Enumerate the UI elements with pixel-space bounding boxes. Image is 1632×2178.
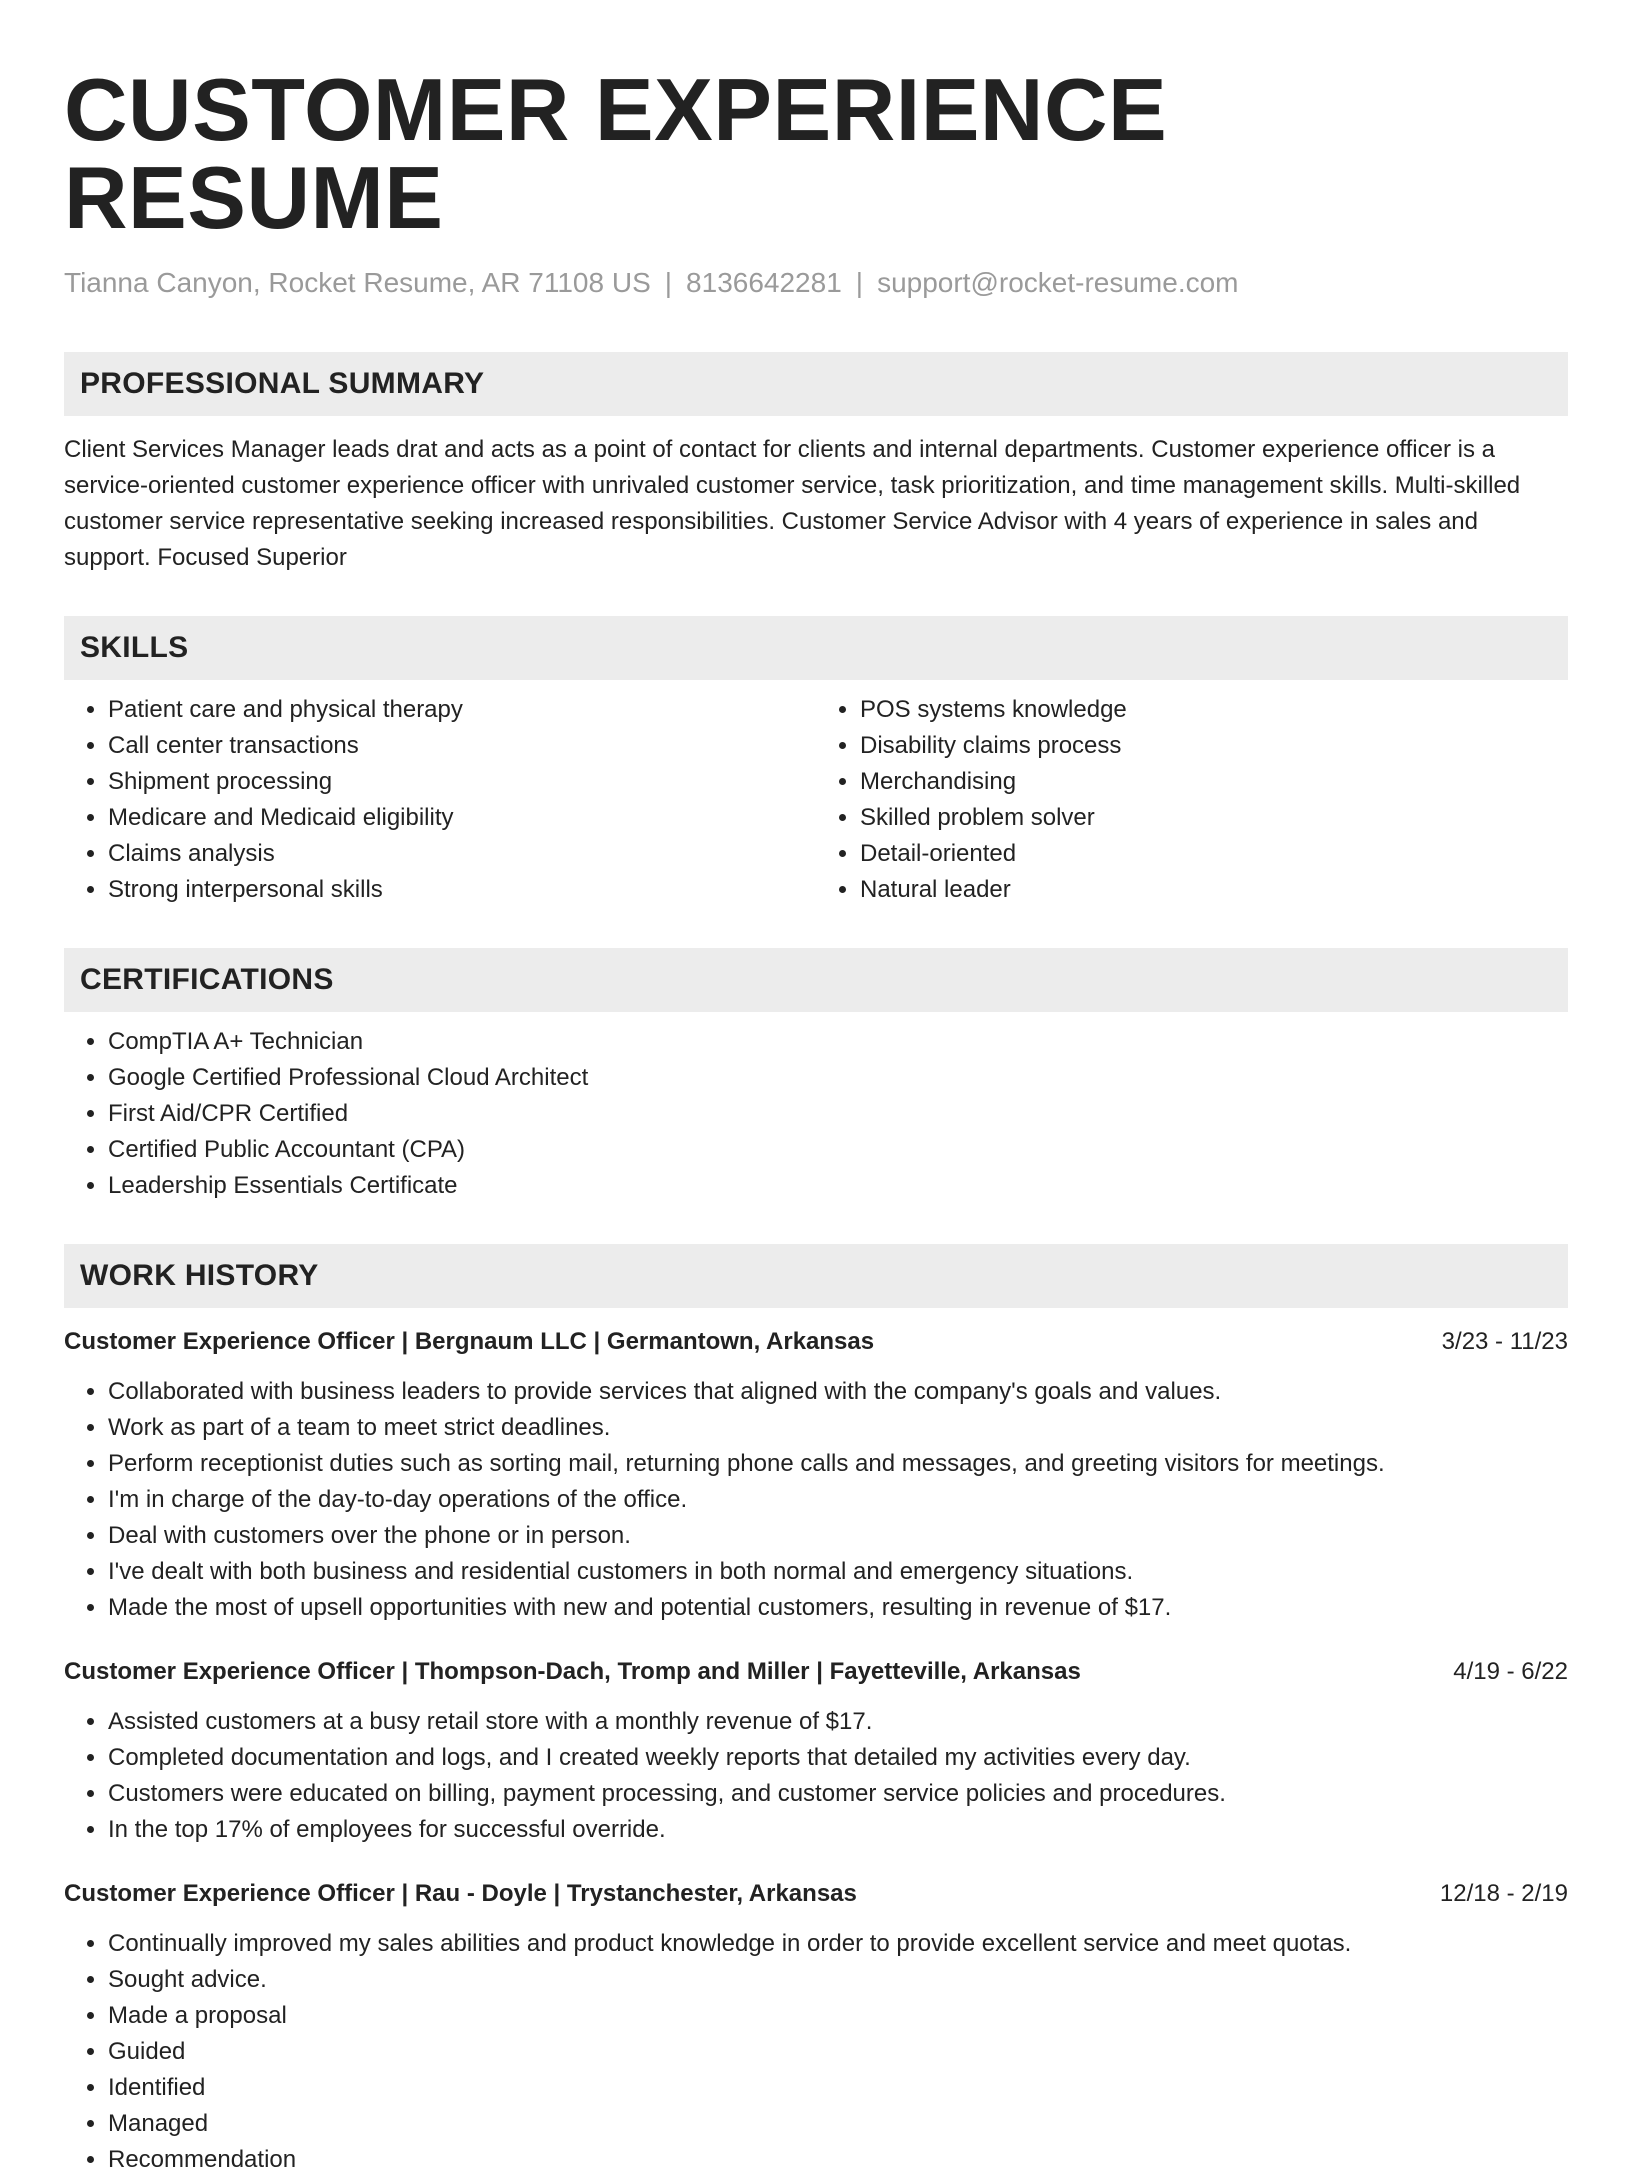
- certification-item: • CompTIA A+ Technician: [108, 1024, 1568, 1060]
- skill-item: • Claims analysis: [108, 836, 816, 872]
- job-entry: [64, 1876, 1568, 2178]
- job-title: Customer Experience Officer | Bergnaum LLC | Germantown, Arkansas: [64, 1327, 875, 1355]
- skills-grid: [64, 692, 1568, 908]
- certifications-list: [64, 1024, 1568, 1204]
- contact-separator: |: [664, 267, 673, 298]
- skill-item: • POS systems knowledge: [860, 692, 1568, 728]
- job-bullet: • Perform receptionist duties such as sorting mail, returning phone calls and messages, and greeting visitors for meetings.: [108, 1446, 1568, 1482]
- skill-item: • Patient care and physical therapy: [108, 692, 816, 728]
- skill-item: • Call center transactions: [108, 728, 816, 764]
- job-entry: [64, 1324, 1568, 1626]
- job-bullets: [64, 1704, 1568, 1848]
- skill-item: • Disability claims process: [860, 728, 1568, 764]
- contact-address: Tianna Canyon, Rocket Resume, AR 71108 US: [64, 267, 651, 298]
- contact-phone: 8136642281: [686, 267, 842, 298]
- job-bullets: [64, 1926, 1568, 2178]
- certification-item: • First Aid/CPR Certified: [108, 1096, 1568, 1132]
- job-bullet: • Made a proposal: [108, 1998, 1568, 2034]
- contact-separator: |: [855, 267, 864, 298]
- contact-line: [64, 266, 1568, 300]
- job-title: Customer Experience Officer | Thompson-Dach, Tromp and Miller | Fayetteville, Arkansas: [64, 1657, 1081, 1685]
- job-bullet: • Guided: [108, 2034, 1568, 2070]
- job-dates: 3/23 - 11/23: [1441, 1327, 1568, 1355]
- work-history-heading: WORK HISTORY: [64, 1244, 1568, 1308]
- job-bullet: • In the top 17% of employees for successful override.: [108, 1812, 1568, 1848]
- job-header: [64, 1324, 1568, 1360]
- skills-section: [64, 616, 1568, 908]
- resume-title: CUSTOMER EXPERIENCE RESUME: [64, 60, 1168, 247]
- job-bullet: • Assisted customers at a busy retail store with a monthly revenue of $17.: [108, 1704, 1568, 1740]
- job-bullet: • Customers were educated on billing, payment processing, and customer service policies and procedures.: [108, 1776, 1568, 1812]
- job-bullet: • Sought advice.: [108, 1962, 1568, 1998]
- job-bullet: • I've dealt with both business and residential customers in both normal and emergency situations.: [108, 1554, 1568, 1590]
- skills-list-right: [816, 692, 1568, 908]
- skill-item: • Skilled problem solver: [860, 800, 1568, 836]
- certifications-section: [64, 948, 1568, 1204]
- summary-section: [64, 352, 1568, 576]
- job-bullet: • Continually improved my sales abilities and product knowledge in order to provide excellent service and meet quotas.: [108, 1926, 1568, 1962]
- skill-item: • Merchandising: [860, 764, 1568, 800]
- job-bullet: • Deal with customers over the phone or in person.: [108, 1518, 1568, 1554]
- job-bullets: [64, 1374, 1568, 1626]
- contact-email[interactable]: support@rocket-resume.com: [877, 267, 1239, 298]
- certification-item: • Leadership Essentials Certificate: [108, 1168, 1568, 1204]
- job-bullet: • I'm in charge of the day-to-day operations of the office.: [108, 1482, 1568, 1518]
- job-dates: 12/18 - 2/19: [1439, 1879, 1568, 1907]
- skill-item: • Shipment processing: [108, 764, 816, 800]
- skills-heading: SKILLS: [64, 616, 1568, 680]
- certification-item: • Certified Public Accountant (CPA): [108, 1132, 1568, 1168]
- summary-heading: PROFESSIONAL SUMMARY: [64, 352, 1568, 416]
- job-bullet: • Identified: [108, 2070, 1568, 2106]
- certification-item: • Google Certified Professional Cloud Architect: [108, 1060, 1568, 1096]
- job-dates: 4/19 - 6/22: [1453, 1657, 1568, 1685]
- skill-item: • Natural leader: [860, 872, 1568, 908]
- job-bullet: • Work as part of a team to meet strict deadlines.: [108, 1410, 1568, 1446]
- job-header: [64, 1876, 1568, 1912]
- skills-list-left: [64, 692, 816, 908]
- skill-item: • Strong interpersonal skills: [108, 872, 816, 908]
- job-entry: [64, 1654, 1568, 1848]
- certifications-heading: CERTIFICATIONS: [64, 948, 1568, 1012]
- job-title: Customer Experience Officer | Rau - Doyle | Trystanchester, Arkansas: [64, 1879, 857, 1907]
- job-bullet: • Made the most of upsell opportunities with new and potential customers, resulting in revenue of $17.: [108, 1590, 1568, 1626]
- skill-item: • Detail-oriented: [860, 836, 1568, 872]
- summary-text: Client Services Manager leads drat and acts as a point of contact for clients and internal departments. Customer experience officer is a service-oriented customer experience officer with unrivaled customer service, task prioritization, and time management skills. Multi-skilled customer service representative seeking increased responsibilities. Customer Service Advisor with 4 years of experience in sales and support. Focused Superior: [64, 435, 1521, 571]
- job-bullet: • Recommendation: [108, 2142, 1568, 2178]
- work-history-section: [64, 1244, 1568, 2178]
- skill-item: • Medicare and Medicaid eligibility: [108, 800, 816, 836]
- job-bullet: • Collaborated with business leaders to provide services that aligned with the company's goals and values.: [108, 1374, 1568, 1410]
- job-bullet: • Managed: [108, 2106, 1568, 2142]
- job-bullet: • Completed documentation and logs, and I created weekly reports that detailed my activities every day.: [108, 1740, 1568, 1776]
- job-header: [64, 1654, 1568, 1690]
